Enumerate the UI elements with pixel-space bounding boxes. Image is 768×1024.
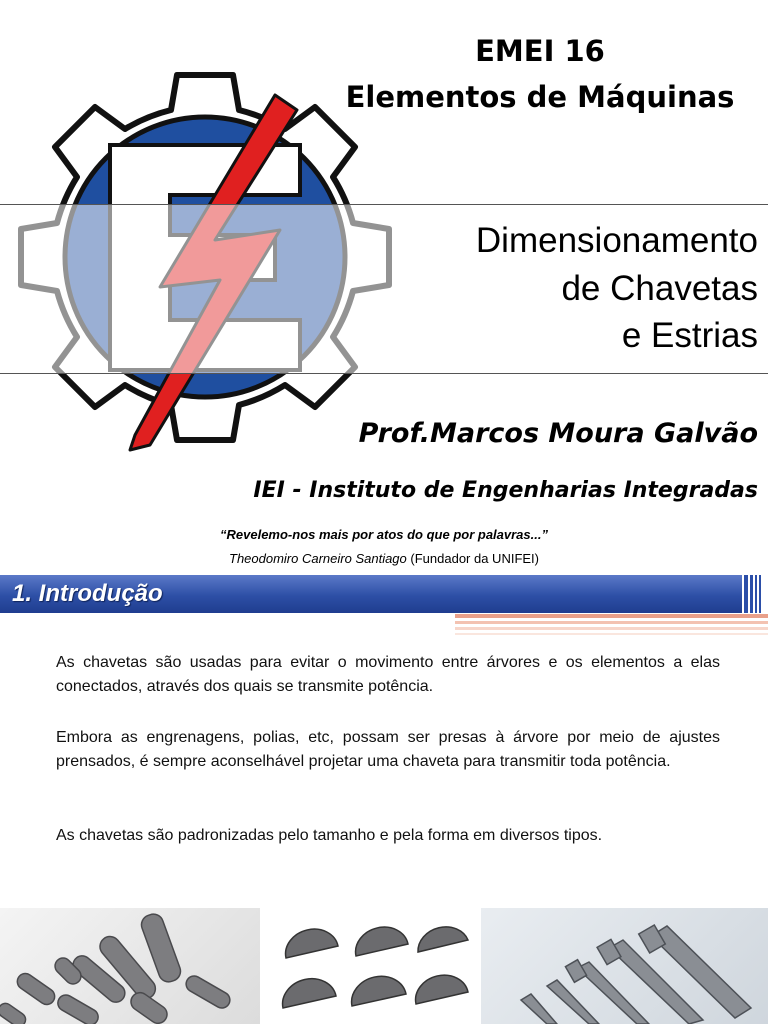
section-stripe xyxy=(755,575,757,613)
woodruff-keys-photo xyxy=(268,908,473,1024)
topic-title-line-3: e Estrias xyxy=(621,316,758,355)
section-title: 1. Introdução xyxy=(12,580,163,607)
paragraph-3: As chavetas são padronizadas pelo tamanho e pela forma em diversos tipos. xyxy=(56,827,603,844)
section-stripe xyxy=(750,575,753,613)
topic-title-line-2: de Chavetas xyxy=(561,269,758,308)
institute-name: IEI - Instituto de Engenharias Integradas xyxy=(253,478,758,503)
paragraph-1: As chavetas são usadas para evitar o movimento entre árvores e os elementos a elas conectados, através dos quais se transmite potência. xyxy=(56,654,720,695)
accent-stripe xyxy=(455,627,768,630)
quote-text: “Revelemo-nos mais por atos do que por palavras...” xyxy=(220,527,548,542)
accent-stripe xyxy=(455,621,768,624)
parallel-keys-photo xyxy=(0,908,260,1024)
quote-author-note: (Fundador da UNIFEI) xyxy=(406,551,539,566)
course-name: Elementos de Máquinas xyxy=(345,80,735,114)
section-stripe xyxy=(759,575,761,613)
accent-stripe xyxy=(455,633,768,635)
gib-head-keys-photo xyxy=(481,908,768,1024)
quote-author: Theodomiro Carneiro Santiago xyxy=(229,551,407,566)
paragraph-2: Embora as engrenagens, polias, etc, possam ser presas à árvore por meio de ajustes prensados, é sempre aconselhável projetar uma chaveta para transmitir toda potência. xyxy=(56,729,720,770)
accent-stripe xyxy=(455,614,768,618)
topic-title-line-1: Dimensionamento xyxy=(475,221,758,260)
quote-attribution xyxy=(0,551,768,566)
section-stripe xyxy=(744,575,748,613)
course-code: EMEI 16 xyxy=(475,34,605,68)
professor-name: Prof.Marcos Moura Galvão xyxy=(358,418,758,449)
